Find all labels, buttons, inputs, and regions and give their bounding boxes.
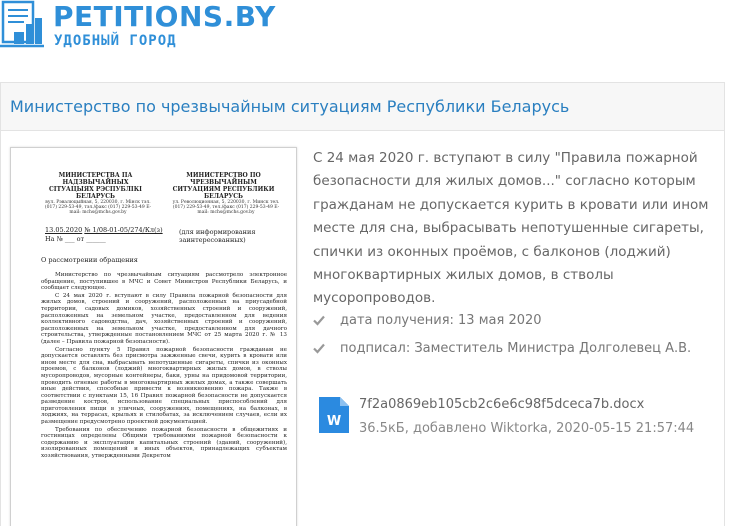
city-document-icon[interactable] [0,0,44,52]
petition-answer-panel [0,82,725,526]
ministry-link[interactable]: Министерство по чрезвычайным ситуациям Республики Беларусь [10,97,570,116]
doc-paragraph: С 24 мая 2020 г. вступают в силу Правила пожарной безопасности для жилых домов, строений и сооружений, расположенных на приусадебной территории, садовых домиков, хозяйственных строений и сооружений, расположенных на земельном участке, предоставленном для ведения коллективного садоводства, дач, хозяйственных строений и сооружений, расположенных на земельном участке, предоставленном для дачного строительства, утвержденные постановлением МЧС от 25 марта 2020 г. № 13 (далее – Правила пожарной безопасности). [41,292,287,345]
attachment-info: 36.5кБ, добавлено Wiktorka, 2020-05-15 21:57:44 [359,421,695,436]
doc-paragraph: Согласно пункту 5 Правил пожарной безопасности гражданам не допускается оставлять без присмотра зажженные свечи, курить в кровати или ином месте для сна, выбрасывать непотушенные сигареты, спички из оконных проемов, с балконов (лоджий) многоквартирных жилых домов, в стволы мусоропроводов, мусорные контейнеры, баки, урны на придомовой территории, проводить огневые работы в многоквартирных жилых домах, а также совершать иные действия, способные привести к возникновению пожара. Также в соответствии с пунктами 15, 16 Правил пожарной безопасности не допускается разведение костров, использование специальных приспособлений для приготовления пищи в уличных, сооружениях, помещениях, на балконах, в лоджиях, на террасах, крыльях и стилобатах, за исключением случаев, если их размещение предусмотрено проектной документацией. [41,346,287,426]
check-icon [313,314,325,326]
doc-org-right: МИНИСТЕРСТВО ПО ЧРЕЗВЫЧАЙНЫМ СИТУАЦИЯМ РЕСПУБЛИКИ БЕЛАРУСЬ [172,172,275,200]
doc-recipient: (для информирования заинтересованных) [179,228,256,244]
svg-text:W: W [326,414,342,429]
answer-summary: С 24 мая 2020 г. вступают в силу "Правила пожарной безопасности для жилых домов..." согласно которым гражданам не допускается курить в кровати или ином месте для сна, выбрасывать непотушенные сигареты, спички из оконных проёмов, с балконов (лоджий) многоквартирных жилых домов, в стволы мусоропроводов. [313,150,709,307]
site-header [0,0,730,62]
logo-title[interactable]: PETITIONS.BY [53,0,276,33]
doc-reg-date: 13.05.2020 [45,226,83,234]
doc-subject: О рассмотрении обращения [41,256,138,264]
attachment-filename[interactable]: 7f2a0869eb105cb2c6e6c98f5dceca7b.docx [359,397,645,412]
doc-reg-number: № 1/08-01-05/274/Кл(з) [84,226,163,234]
doc-registration [45,226,163,244]
doc-org-left: МИНИСТЕРСТВА ПА НАДЗВЫЧАЙНЫХ СІТУАЦЫЯХ РЭСПУБЛІКІ БЕЛАРУСЬ [49,172,142,200]
check-icon [313,342,325,354]
doc-address-left: вул. Рэвалюцыйная, 5, 220030, г. Мінск тэл. (017) 229-53-49, тэл./факс (017) 229-53-49 E-mail: mchs@mchs.gov.by [44,200,152,215]
logo-subtitle: УДОБНЫЙ ГОРОД [54,33,177,49]
doc-body [41,272,287,461]
doc-paragraph: Министерство по чрезвычайным ситуациям рассмотрело электронное обращение, поступившее в МЧС и Совет Министров Республики Беларусь, и сообщает следующее. [41,272,287,292]
doc-reg-ref: На № ___ от ______ [45,235,106,243]
received-date: дата получения: 13 мая 2020 [340,313,542,328]
signed-by: подписал: Заместитель Министра Долголевец А.В. [340,341,692,356]
doc-address-right: ул. Революционная, 5, 220030, г. Минск тел. (017) 229-53-49, тел./факс (017) 229-53-49 E-mail: mchs@mchs.gov.by [172,200,280,215]
panel-header [1,83,724,131]
document-preview[interactable] [10,147,297,526]
doc-paragraph: Требования по обеспечению пожарной безопасности в общежитиях и гостиницах определены Общими требованиями пожарной безопасности к содержанию и эксплуатации капитальных строений (зданий, сооружений), изолированных помещений и иных объектов, принадлежащих субъектам хозяйствования, утвержденными Декретом [41,426,287,460]
word-document-icon[interactable] [319,397,349,433]
